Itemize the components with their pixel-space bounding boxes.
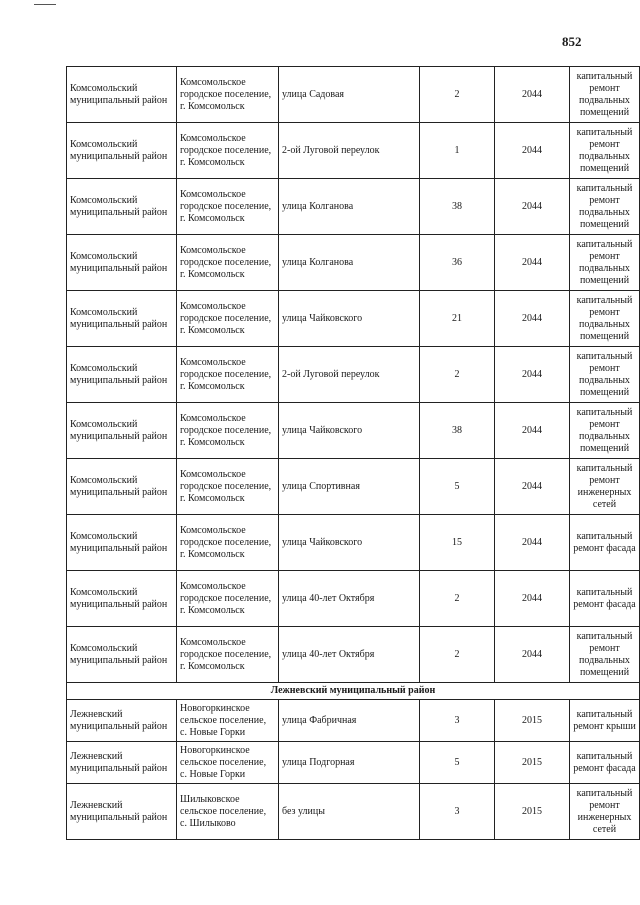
street-cell: улица Чайковского [279, 291, 420, 347]
house-number-cell: 2 [420, 347, 495, 403]
settlement-cell: Комсомольское городское поселение, г. Комсомольск [177, 123, 279, 179]
year-cell: 2044 [495, 347, 570, 403]
district-cell: Комсомольский муниципальный район [67, 235, 177, 291]
work-type-cell: капитальный ремонт инженерных сетей [570, 784, 640, 840]
work-type-cell: капитальный ремонт фасада [570, 742, 640, 784]
settlement-cell: Комсомольское городское поселение, г. Комсомольск [177, 459, 279, 515]
work-type-cell: капитальный ремонт фасада [570, 571, 640, 627]
street-cell: улица Чайковского [279, 403, 420, 459]
district-cell: Лежневский муниципальный район [67, 784, 177, 840]
street-cell: улица Колганова [279, 179, 420, 235]
house-number-cell: 2 [420, 571, 495, 627]
work-type-cell: капитальный ремонт подвальных помещений [570, 347, 640, 403]
district-cell: Комсомольский муниципальный район [67, 571, 177, 627]
table-row [67, 347, 640, 403]
table-row [67, 459, 640, 515]
table-row [67, 123, 640, 179]
settlement-cell: Комсомольское городское поселение, г. Комсомольск [177, 235, 279, 291]
settlement-cell: Комсомольское городское поселение, г. Комсомольск [177, 291, 279, 347]
settlement-cell: Комсомольское городское поселение, г. Комсомольск [177, 179, 279, 235]
house-number-cell: 2 [420, 627, 495, 683]
house-number-cell: 3 [420, 784, 495, 840]
settlement-cell: Шилыковское сельское поселение, с. Шилыково [177, 784, 279, 840]
table-row [67, 179, 640, 235]
work-type-cell: капитальный ремонт подвальных помещений [570, 403, 640, 459]
district-cell: Комсомольский муниципальный район [67, 67, 177, 123]
street-cell: улица Садовая [279, 67, 420, 123]
street-cell: улица 40-лет Октября [279, 571, 420, 627]
district-cell: Лежневский муниципальный район [67, 742, 177, 784]
settlement-cell: Комсомольское городское поселение, г. Комсомольск [177, 515, 279, 571]
table-row [67, 235, 640, 291]
house-number-cell: 1 [420, 123, 495, 179]
table-row [67, 67, 640, 123]
street-cell: 2-ой Луговой переулок [279, 123, 420, 179]
district-cell: Комсомольский муниципальный район [67, 123, 177, 179]
street-cell: улица Колганова [279, 235, 420, 291]
house-number-cell: 2 [420, 67, 495, 123]
district-cell: Комсомольский муниципальный район [67, 459, 177, 515]
district-cell: Комсомольский муниципальный район [67, 179, 177, 235]
table-row [67, 515, 640, 571]
year-cell: 2044 [495, 403, 570, 459]
table-row [67, 403, 640, 459]
year-cell: 2044 [495, 123, 570, 179]
house-number-cell: 36 [420, 235, 495, 291]
house-number-cell: 38 [420, 403, 495, 459]
year-cell: 2015 [495, 700, 570, 742]
district-cell: Комсомольский муниципальный район [67, 291, 177, 347]
scan-mark [34, 4, 56, 5]
work-type-cell: капитальный ремонт инженерных сетей [570, 459, 640, 515]
table-row [67, 700, 640, 742]
year-cell: 2044 [495, 291, 570, 347]
district-cell: Комсомольский муниципальный район [67, 347, 177, 403]
work-type-cell: капитальный ремонт фасада [570, 515, 640, 571]
table-row [67, 784, 640, 840]
settlement-cell: Комсомольское городское поселение, г. Комсомольск [177, 347, 279, 403]
year-cell: 2044 [495, 627, 570, 683]
year-cell: 2015 [495, 784, 570, 840]
house-number-cell: 3 [420, 700, 495, 742]
work-type-cell: капитальный ремонт подвальных помещений [570, 67, 640, 123]
district-cell: Комсомольский муниципальный район [67, 403, 177, 459]
year-cell: 2044 [495, 235, 570, 291]
work-type-cell: капитальный ремонт подвальных помещений [570, 179, 640, 235]
street-cell: улица 40-лет Октября [279, 627, 420, 683]
settlement-cell: Комсомольское городское поселение, г. Комсомольск [177, 403, 279, 459]
year-cell: 2044 [495, 459, 570, 515]
street-cell: улица Спортивная [279, 459, 420, 515]
street-cell: улица Чайковского [279, 515, 420, 571]
district-cell: Комсомольский муниципальный район [67, 515, 177, 571]
table-row [67, 571, 640, 627]
settlement-cell: Комсомольское городское поселение, г. Комсомольск [177, 571, 279, 627]
settlement-cell: Новогоркинское сельское поселение, с. Новые Горки [177, 742, 279, 784]
settlement-cell: Комсомольское городское поселение, г. Комсомольск [177, 67, 279, 123]
street-cell: улица Фабричная [279, 700, 420, 742]
year-cell: 2044 [495, 571, 570, 627]
house-number-cell: 5 [420, 459, 495, 515]
district-cell: Лежневский муниципальный район [67, 700, 177, 742]
year-cell: 2044 [495, 179, 570, 235]
section-title: Лежневский муниципальный район [67, 683, 640, 700]
street-cell: без улицы [279, 784, 420, 840]
district-cell: Комсомольский муниципальный район [67, 627, 177, 683]
house-number-cell: 5 [420, 742, 495, 784]
street-cell: 2-ой Луговой переулок [279, 347, 420, 403]
house-number-cell: 38 [420, 179, 495, 235]
year-cell: 2044 [495, 67, 570, 123]
work-type-cell: капитальный ремонт подвальных помещений [570, 291, 640, 347]
settlement-cell: Новогоркинское сельское поселение, с. Новые Горки [177, 700, 279, 742]
work-type-cell: капитальный ремонт подвальных помещений [570, 627, 640, 683]
house-number-cell: 15 [420, 515, 495, 571]
year-cell: 2015 [495, 742, 570, 784]
page-number: 852 [562, 34, 582, 49]
table-row [67, 291, 640, 347]
work-type-cell: капитальный ремонт крыши [570, 700, 640, 742]
settlement-cell: Комсомольское городское поселение, г. Комсомольск [177, 627, 279, 683]
work-type-cell: капитальный ремонт подвальных помещений [570, 235, 640, 291]
section-header-row [67, 683, 640, 700]
repair-schedule-table [66, 66, 640, 840]
house-number-cell: 21 [420, 291, 495, 347]
table-row [67, 742, 640, 784]
table-row [67, 627, 640, 683]
work-type-cell: капитальный ремонт подвальных помещений [570, 123, 640, 179]
street-cell: улица Подгорная [279, 742, 420, 784]
year-cell: 2044 [495, 515, 570, 571]
